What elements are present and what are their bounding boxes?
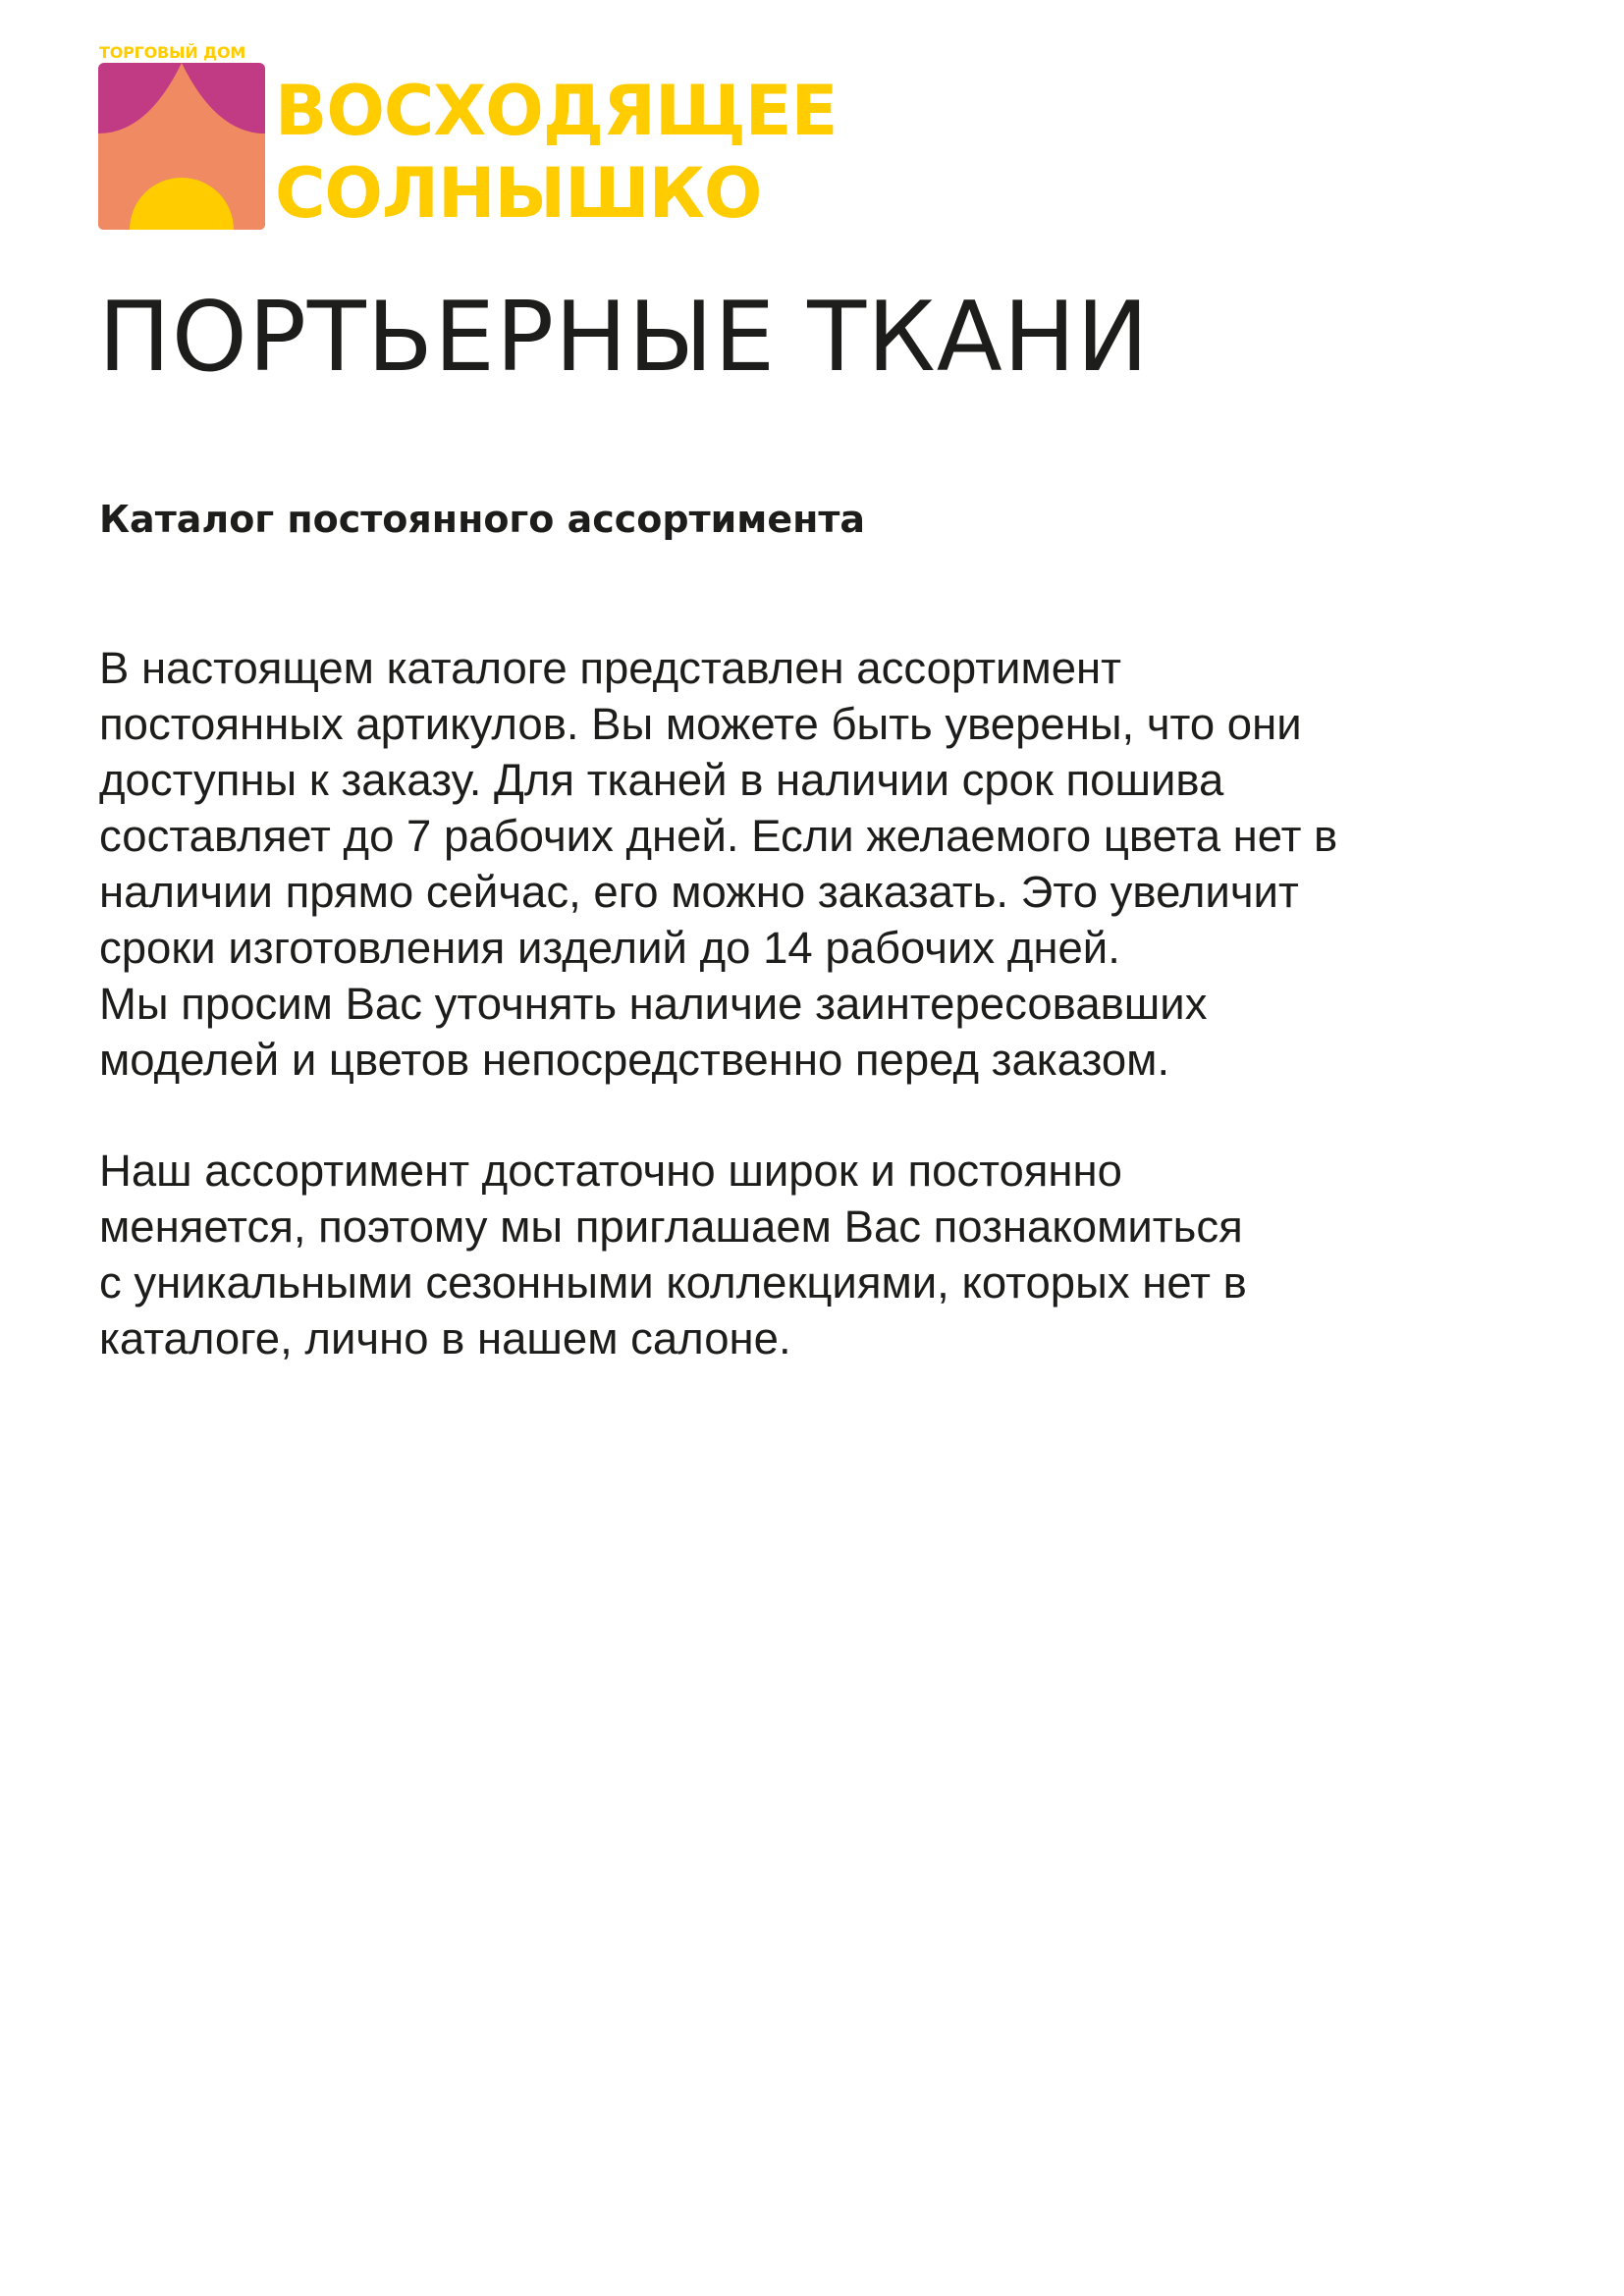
paragraph-line: меняется, поэтому мы приглашаем Вас познакомиться bbox=[99, 1201, 1243, 1252]
paragraph-line: доступны к заказу. Для тканей в наличии срок пошива bbox=[99, 755, 1224, 805]
logo-name-line-1: ВОСХОДЯЩЕЕ bbox=[275, 71, 838, 151]
paragraph-line: с уникальными сезонными коллекциями, которых нет в bbox=[99, 1257, 1247, 1308]
paragraph-line: моделей и цветов непосредственно перед заказом. bbox=[99, 1035, 1170, 1085]
paragraph-line: постоянных артикулов. Вы можете быть уверены, что они bbox=[99, 699, 1302, 749]
paragraph-line: Наш ассортимент достаточно широк и постоянно bbox=[99, 1146, 1122, 1196]
assortment-paragraph bbox=[99, 1143, 1247, 1366]
intro-paragraph bbox=[99, 640, 1337, 1088]
logo-mark-icon bbox=[98, 63, 265, 230]
paragraph-line: В настоящем каталоге представлен ассортимент bbox=[99, 643, 1122, 693]
paragraph-line: сроки изготовления изделий до 14 рабочих дней. bbox=[99, 923, 1120, 973]
paragraph-line: каталоге, лично в нашем салоне. bbox=[99, 1313, 791, 1363]
paragraph-line: составляет до 7 рабочих дней. Если желаемого цвета нет в bbox=[99, 811, 1338, 861]
logo-name-line-2: СОЛНЫШКО bbox=[275, 153, 762, 234]
page-title: ПОРТЬЕРНЫЕ ТКАНИ bbox=[98, 282, 1150, 394]
page-subtitle: Каталог постоянного ассортимента bbox=[99, 498, 866, 541]
paragraph-line: Мы просим Вас уточнять наличие заинтересовавших bbox=[99, 979, 1208, 1029]
company-logo bbox=[98, 43, 838, 234]
logo-tagline: ТОРГОВЫЙ ДОМ bbox=[99, 43, 246, 62]
paragraph-line: наличии прямо сейчас, его можно заказать. Это увеличит bbox=[99, 867, 1299, 917]
